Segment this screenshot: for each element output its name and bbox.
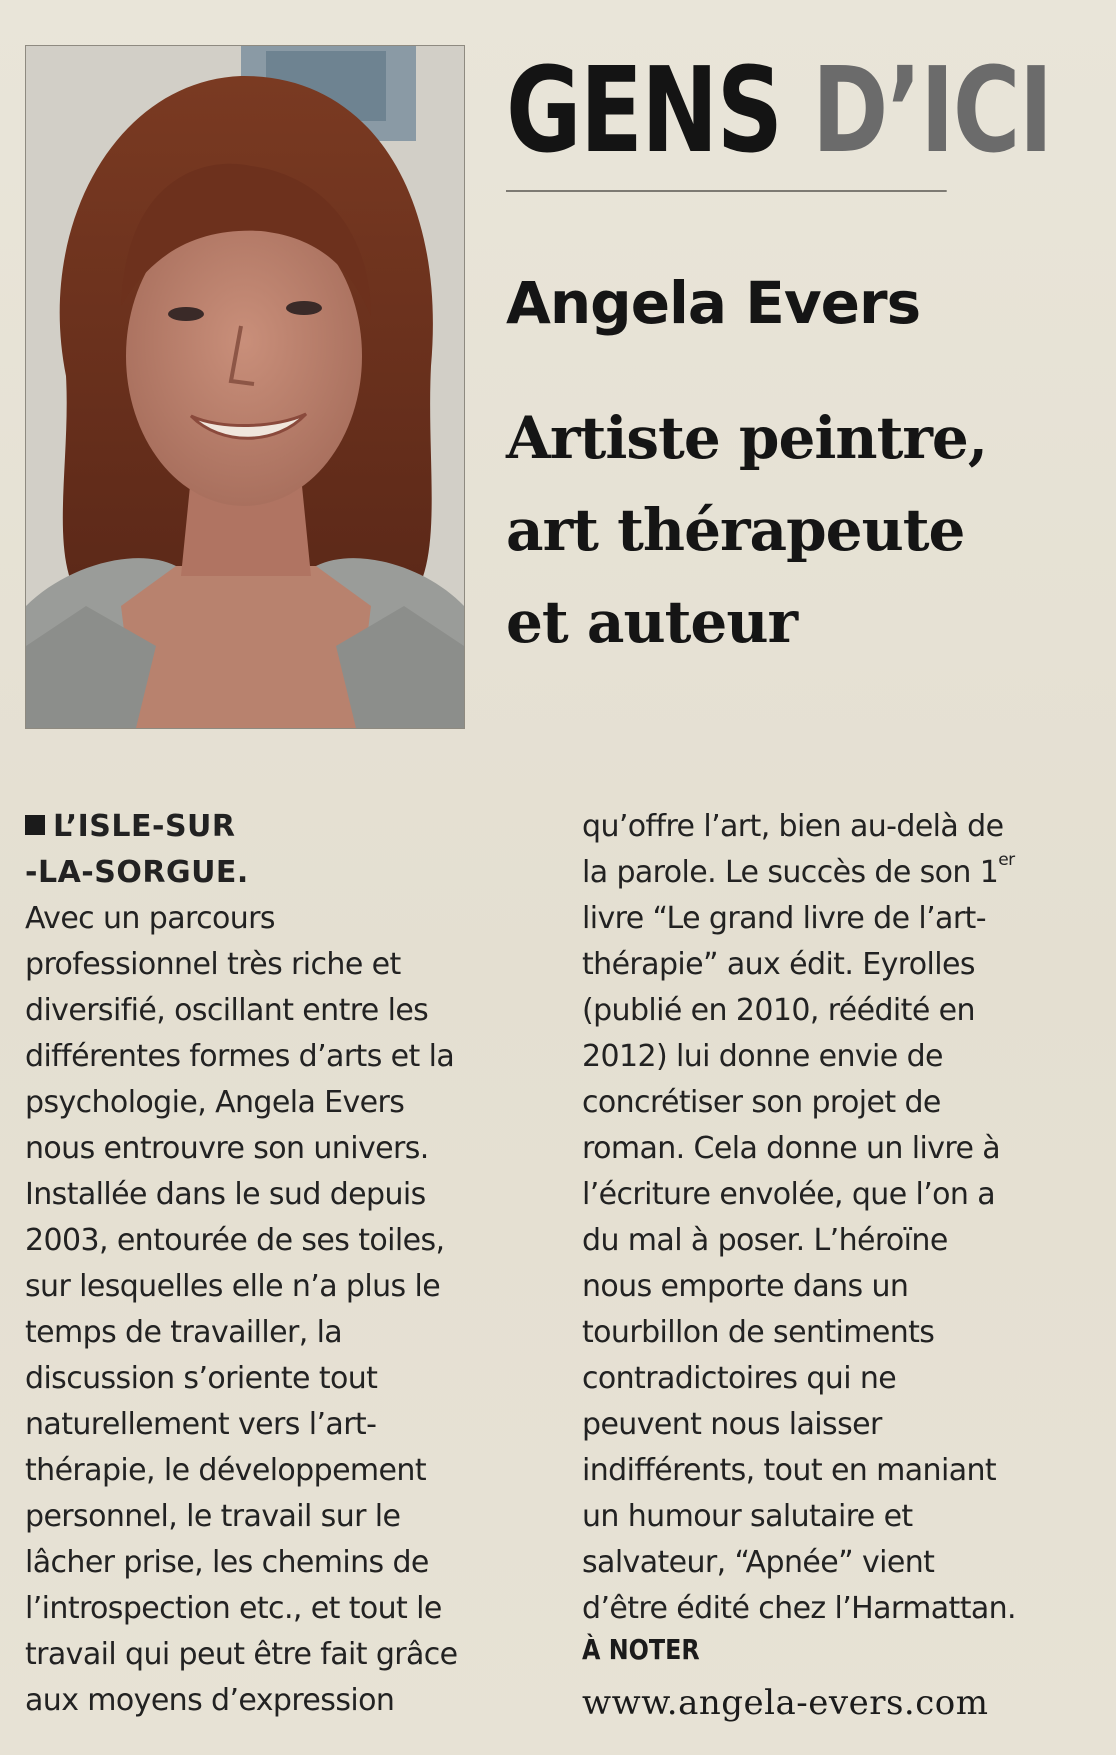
body-line: sur lesquelles elle n’a plus le [25,1269,441,1304]
body-line: roman. Cela donne un livre à [582,1131,1001,1166]
person-name: Angela Evers [506,269,921,337]
body-line: qu’offre l’art, bien au-delà de [582,809,1004,844]
body-line: livre “Le grand livre de l’art- [582,901,986,936]
rubric-part1: GENS [506,41,782,179]
body-line: thérapie” aux édit. Eyrolles [582,947,975,982]
body-line: 2012) lui donne envie de [582,1039,943,1074]
role-line: Artiste peintre, [506,404,988,472]
body-line: aux moyens d’expression [25,1683,395,1718]
note-label: À NOTER [582,1633,700,1666]
body-line: travail qui peut être fait grâce [25,1637,458,1672]
body-line: psychologie, Angela Evers [25,1085,405,1120]
body-line: discussion s’oriente tout [25,1361,378,1396]
body-line: thérapie, le développement [25,1453,426,1488]
role-line: et auteur [506,588,798,656]
body-line: d’être édité chez l’Harmattan. [582,1591,1016,1626]
body-line: 2003, entourée de ses toiles, [25,1223,445,1258]
dateline-line2: -LA-SORGUE. [25,855,249,890]
body-line: contradictoires qui ne [582,1361,897,1396]
body-line: concrétiser son projet de [582,1085,941,1120]
website-url: www.angela-evers.com [582,1683,989,1723]
body-line: salvateur, “Apnée” vient [582,1545,935,1580]
body-line: du mal à poser. L’héroïne [582,1223,948,1258]
bullet-square-icon [25,815,45,835]
body-line: différentes formes d’arts et la [25,1039,455,1074]
role-line: art thérapeute [506,496,965,564]
ordinal-superscript: er [998,850,1015,870]
body-line: (publié en 2010, réédité en [582,993,975,1028]
body-line: Installée dans le sud depuis [25,1177,426,1212]
body-line: professionnel très riche et [25,947,401,982]
body-line: nous entrouvre son univers. [25,1131,429,1166]
person-role [506,392,1086,668]
body-line: diversifié, oscillant entre les [25,993,429,1028]
section-rubric [506,30,1052,192]
body-line: personnel, le travail sur le [25,1499,401,1534]
body-line: tourbillon de sentiments [582,1315,935,1350]
rubric-part2: D’ICI [811,41,1052,179]
dateline-line1: L’ISLE-SUR [53,809,236,844]
body-line: lâcher prise, les chemins de [25,1545,429,1580]
body-line: l’introspection etc., et tout le [25,1591,442,1626]
body-line: indifférents, tout en maniant [582,1453,997,1488]
article-column-2 [582,804,1102,1632]
body-line [582,850,1102,896]
body-line: Avec un parcours [25,901,275,936]
body-line: naturellement vers l’art- [25,1407,377,1442]
body-line: nous emporte dans un [582,1269,909,1304]
body-line: un humour salutaire et [582,1499,913,1534]
body-line: temps de travailler, la [25,1315,343,1350]
dateline [25,804,545,850]
body-line-text: la parole. Le succès de son 1 [582,855,999,890]
body-line: peuvent nous laisser [582,1407,882,1442]
article-column-1 [25,804,545,1724]
body-line: l’écriture envolée, que l’on a [582,1177,996,1212]
portrait-photo [25,45,465,729]
